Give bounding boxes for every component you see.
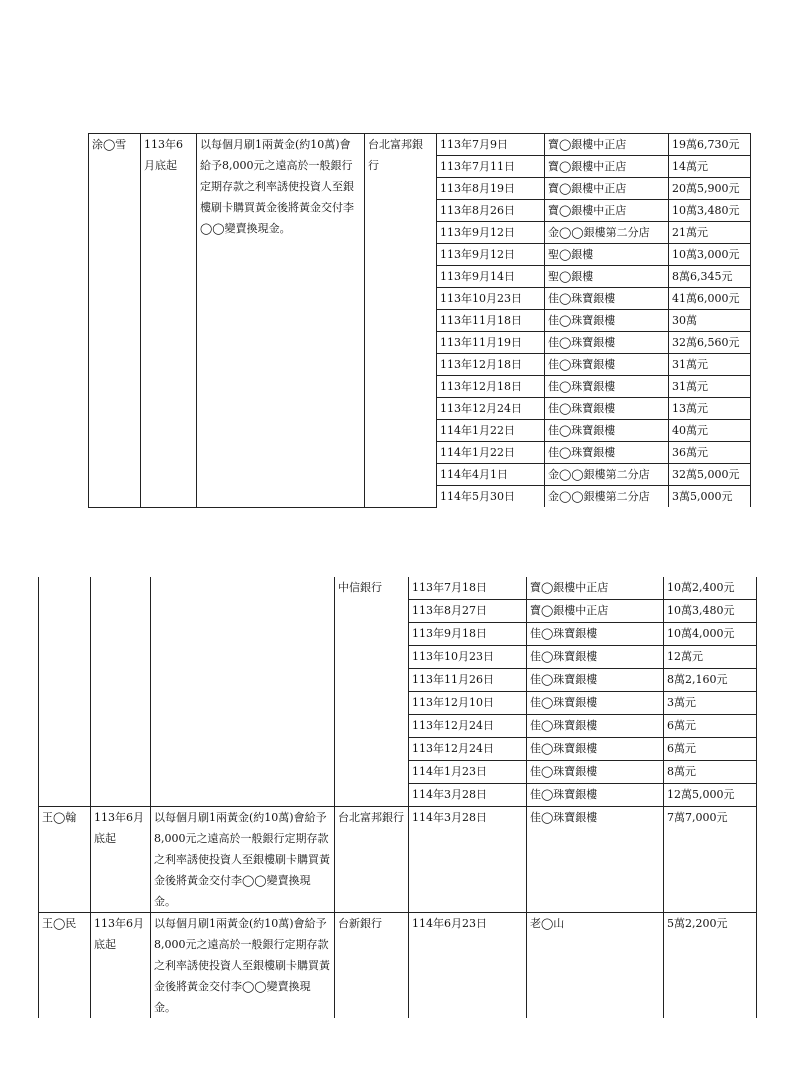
store-cell: 金◯◯銀樓第二分店 [545, 222, 669, 244]
store-cell: 佳◯珠寶銀樓 [527, 784, 664, 807]
amount-cell: 10萬3,480元 [669, 200, 751, 222]
store-cell: 佳◯珠寶銀樓 [545, 354, 669, 376]
date-cell: 113年12月18日 [437, 376, 545, 398]
amount-cell: 6萬元 [664, 738, 757, 761]
amount-cell: 10萬2,400元 [664, 577, 757, 600]
date-cell: 114年4月1日 [437, 464, 545, 486]
date-cell: 113年11月19日 [437, 332, 545, 354]
date-cell: 113年12月24日 [409, 738, 527, 761]
bank-cell: 台新銀行 [335, 913, 409, 1019]
store-cell: 佳◯珠寶銀樓 [527, 738, 664, 761]
transaction-table-2-body [39, 577, 757, 807]
store-cell: 佳◯珠寶銀樓 [527, 692, 664, 715]
victim-name-cell: 涂◯雪 [89, 134, 141, 508]
date-cell: 113年7月11日 [437, 156, 545, 178]
victim-name-cell: 王◯民 [39, 913, 91, 1019]
victim-name-cell [39, 577, 91, 807]
method-cell: 以每個月刷1兩黃金(約10萬)會給予8,000元之遠高於一般銀行定期存款之利率誘使投資人至銀樓刷卡購買黃金後將黃金交付李◯◯變賣換現金。 [151, 913, 335, 1019]
date-cell: 114年3月28日 [409, 784, 527, 807]
amount-cell: 7萬7,000元 [664, 807, 757, 913]
method-cell: 以每個月刷1兩黃金(約10萬)會給予8,000元之遠高於一般銀行定期存款之利率誘使投資人至銀樓刷卡購買黃金後將黃金交付李◯◯變賣換現金。 [151, 807, 335, 913]
store-cell: 佳◯珠寶銀樓 [527, 623, 664, 646]
amount-cell: 3萬5,000元 [669, 486, 751, 508]
date-cell: 113年9月14日 [437, 266, 545, 288]
period-cell: 113年6月底起 [91, 913, 151, 1019]
store-cell: 佳◯珠寶銀樓 [545, 420, 669, 442]
store-cell: 寶◯銀樓中正店 [545, 178, 669, 200]
date-cell: 114年1月23日 [409, 761, 527, 784]
store-cell: 金◯◯銀樓第二分店 [545, 464, 669, 486]
table-row [39, 807, 757, 913]
date-cell: 113年7月18日 [409, 577, 527, 600]
amount-cell: 32萬6,560元 [669, 332, 751, 354]
date-cell: 113年12月10日 [409, 692, 527, 715]
store-cell: 聖◯銀樓 [545, 266, 669, 288]
amount-cell: 8萬2,160元 [664, 669, 757, 692]
date-cell: 114年3月28日 [409, 807, 527, 913]
date-cell: 113年8月26日 [437, 200, 545, 222]
date-cell: 113年12月18日 [437, 354, 545, 376]
table-row [39, 577, 757, 600]
date-cell: 113年8月27日 [409, 600, 527, 623]
amount-cell: 21萬元 [669, 222, 751, 244]
store-cell: 佳◯珠寶銀樓 [527, 761, 664, 784]
amount-cell: 5萬2,200元 [664, 913, 757, 1019]
amount-cell: 10萬3,480元 [664, 600, 757, 623]
store-cell: 佳◯珠寶銀樓 [527, 715, 664, 738]
method-cell: 以每個月刷1兩黃金(約10萬)會給予8,000元之遠高於一般銀行定期存款之利率誘使投資人至銀樓刷卡購買黃金後將黃金交付李◯◯變賣換現金。 [197, 134, 365, 508]
amount-cell: 20萬5,900元 [669, 178, 751, 200]
store-cell: 佳◯珠寶銀樓 [545, 288, 669, 310]
date-cell: 113年12月24日 [437, 398, 545, 420]
bank-cell: 台北富邦銀行 [365, 134, 437, 508]
amount-cell: 12萬元 [664, 646, 757, 669]
amount-cell: 13萬元 [669, 398, 751, 420]
period-cell [91, 577, 151, 807]
amount-cell: 41萬6,000元 [669, 288, 751, 310]
amount-cell: 31萬元 [669, 354, 751, 376]
amount-cell: 10萬4,000元 [664, 623, 757, 646]
amount-cell: 12萬5,000元 [664, 784, 757, 807]
date-cell: 113年7月9日 [437, 134, 545, 156]
period-cell: 113年6月底起 [91, 807, 151, 913]
date-cell: 114年1月22日 [437, 442, 545, 464]
transaction-table-1-body [89, 134, 751, 508]
amount-cell: 31萬元 [669, 376, 751, 398]
date-cell: 113年12月24日 [409, 715, 527, 738]
store-cell: 佳◯珠寶銀樓 [527, 646, 664, 669]
date-cell: 113年11月26日 [409, 669, 527, 692]
amount-cell: 8萬元 [664, 761, 757, 784]
store-cell: 寶◯銀樓中正店 [527, 600, 664, 623]
bank-cell: 中信銀行 [335, 577, 409, 807]
amount-cell: 32萬5,000元 [669, 464, 751, 486]
amount-cell: 14萬元 [669, 156, 751, 178]
store-cell: 佳◯珠寶銀樓 [527, 807, 664, 913]
store-cell: 寶◯銀樓中正店 [527, 577, 664, 600]
date-cell: 113年9月12日 [437, 244, 545, 266]
date-cell: 113年11月18日 [437, 310, 545, 332]
store-cell: 寶◯銀樓中正店 [545, 156, 669, 178]
date-cell: 113年9月12日 [437, 222, 545, 244]
transaction-table-2-footer [39, 807, 757, 1019]
store-cell: 聖◯銀樓 [545, 244, 669, 266]
amount-cell: 36萬元 [669, 442, 751, 464]
store-cell: 佳◯珠寶銀樓 [545, 442, 669, 464]
store-cell: 佳◯珠寶銀樓 [545, 332, 669, 354]
amount-cell: 19萬6,730元 [669, 134, 751, 156]
store-cell: 金◯◯銀樓第二分店 [545, 486, 669, 508]
amount-cell: 30萬 [669, 310, 751, 332]
amount-cell: 40萬元 [669, 420, 751, 442]
date-cell: 113年10月23日 [437, 288, 545, 310]
period-cell: 113年6月底起 [141, 134, 197, 508]
date-cell: 113年8月19日 [437, 178, 545, 200]
store-cell: 佳◯珠寶銀樓 [545, 310, 669, 332]
store-cell: 寶◯銀樓中正店 [545, 134, 669, 156]
bank-cell: 台北富邦銀行 [335, 807, 409, 913]
amount-cell: 6萬元 [664, 715, 757, 738]
store-cell: 寶◯銀樓中正店 [545, 200, 669, 222]
store-cell: 佳◯珠寶銀樓 [527, 669, 664, 692]
victim-name-cell: 王◯翰 [39, 807, 91, 913]
store-cell: 老◯山 [527, 913, 664, 1019]
date-cell: 114年6月23日 [409, 913, 527, 1019]
amount-cell: 8萬6,345元 [669, 266, 751, 288]
store-cell: 佳◯珠寶銀樓 [545, 398, 669, 420]
date-cell: 113年9月18日 [409, 623, 527, 646]
date-cell: 113年10月23日 [409, 646, 527, 669]
table-row [89, 134, 751, 156]
amount-cell: 10萬3,000元 [669, 244, 751, 266]
transaction-table-2 [38, 577, 757, 1018]
method-cell [151, 577, 335, 807]
table-row [39, 913, 757, 1019]
transaction-table-1 [88, 133, 751, 508]
date-cell: 114年1月22日 [437, 420, 545, 442]
amount-cell: 3萬元 [664, 692, 757, 715]
store-cell: 佳◯珠寶銀樓 [545, 376, 669, 398]
date-cell: 114年5月30日 [437, 486, 545, 508]
